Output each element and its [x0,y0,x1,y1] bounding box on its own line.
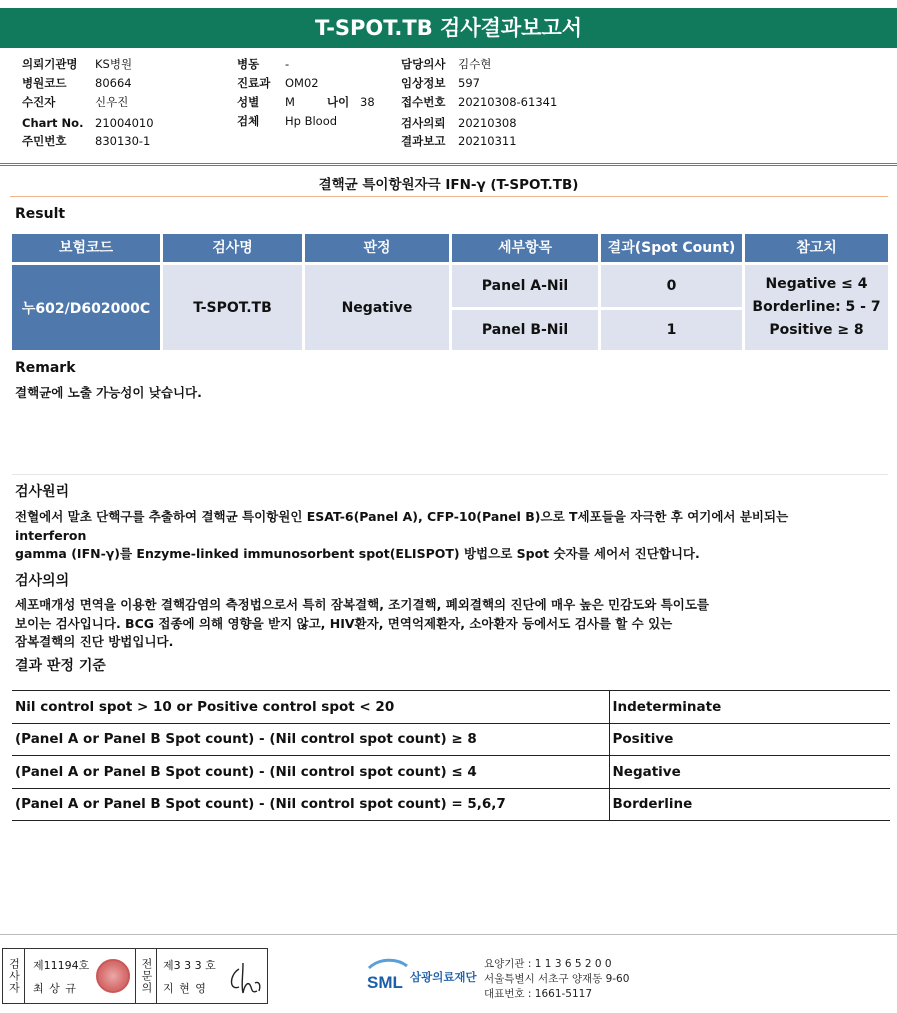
info-label: 성별 [237,95,260,109]
header-result: 결과(Spot Count) [601,234,742,262]
title-underline [10,196,888,197]
info-row [401,132,517,150]
result-value-cell: 1 [601,310,742,350]
logo-letters: SML [367,973,403,992]
info-label: 병동 [237,57,260,71]
criteria-condition: (Panel A or Panel B Spot count) - (Nil control spot count) ≤ 4 [12,756,609,789]
info-row [237,55,289,73]
age-label: 나이 [327,95,350,109]
table-row [12,788,890,821]
info-value: 80664 [95,76,132,90]
info-row [401,74,480,92]
info-row [401,114,517,132]
info-row [237,93,375,111]
address-line: 대표번호 : 1661-5117 [484,988,593,1000]
specialist-role [135,949,157,1003]
examiner-name: 최 상 규 [33,982,77,995]
criteria-heading: 결과 판정 기준 [15,658,106,674]
sub-item-cell: Panel B-Nil [452,310,598,350]
footer-divider [0,934,897,935]
header-reference: 참고치 [745,234,888,262]
principle-heading: 검사원리 [15,484,70,500]
info-label: 주민번호 [22,134,67,148]
header-divider [0,163,897,166]
specialist-name: 지 현 영 [163,982,207,995]
table-row [12,756,890,789]
info-label: 결과보고 [401,134,446,148]
info-label: Chart No. [22,116,84,130]
result-label: Result [15,206,66,222]
criteria-table [12,690,890,821]
info-label: 접수번호 [401,95,446,109]
significance-line: 세포매개성 면역을 이용한 결핵감염의 측정법으로서 특히 잠복결핵, 조기결핵, 폐외결핵의 진단에 매우 높은 민감도와 특이도를 [15,597,709,612]
specialist-role-text: 전문의 [140,958,153,994]
patient-info [0,55,897,165]
insurance-code-cell: 누602/D602000C [12,265,160,350]
examiner-role-text: 검사자 [7,958,21,994]
examiner-seal [96,959,130,993]
header-sub-item: 세부항목 [452,234,598,262]
principle-line: gamma (IFN-γ)를 Enzyme-linked immunosorbent spot(ELISPOT) 방법으로 Spot 숫자를 세어서 진단합니다. [15,546,700,561]
significance-heading: 검사의의 [15,573,70,589]
header-judgement: 판정 [305,234,449,262]
table-row [12,691,890,724]
info-label: 담당의사 [401,57,446,71]
info-value: 830130-1 [95,134,151,148]
info-row [22,74,132,92]
table-row [12,723,890,756]
info-label: 검사의뢰 [401,116,446,130]
sml-logo-icon [365,956,409,996]
result-value-cell: 0 [601,265,742,307]
org-address [484,957,629,1002]
header-test-name: 검사명 [163,234,302,262]
info-value: 597 [458,76,480,90]
info-label: 임상정보 [401,76,446,90]
info-row [22,55,132,73]
info-row [401,93,557,111]
info-value: M [285,95,295,109]
info-value: 20210311 [458,134,517,148]
report-title: T-SPOT.TB 검사결과보고서 [0,8,897,48]
info-label: 진료과 [237,76,271,90]
info-row [237,74,319,92]
age-value: 38 [360,95,375,109]
test-title: 결핵균 특이항원자극 IFN-γ (T-SPOT.TB) [318,177,579,193]
examiner-role [3,949,25,1003]
info-row [237,112,337,130]
criteria-condition: (Panel A or Panel B Spot count) - (Nil control spot count) ≥ 8 [12,723,609,756]
reference-negative: Negative ≤ 4 [765,276,868,292]
info-value: 20210308-61341 [458,95,558,109]
info-value: OM02 [285,76,319,90]
principle-line: interferon [15,527,87,543]
info-value: 신우진 [95,95,129,109]
info-label: 검체 [237,114,260,128]
info-row [401,55,491,73]
info-value: Hp Blood [285,114,338,128]
address-line: 서울특별시 서초구 양재동 9-60 [484,973,630,985]
info-value: 김수현 [458,57,492,71]
examiner-no: 제11194호 [33,959,90,972]
criteria-result: Negative [609,756,890,789]
specialist-signature [225,957,265,997]
info-value: 20210308 [458,116,517,130]
reference-borderline: Borderline: 5 - 7 [752,299,881,315]
result-table-header [12,234,888,262]
test-name-cell: T-SPOT.TB [163,265,302,350]
info-value: - [285,57,290,71]
remark-text: 결핵균에 노출 가능성이 낮습니다. [15,385,202,400]
info-label: 병원코드 [22,76,67,90]
org-name: 삼광의료재단 [410,970,477,984]
sub-item-cell: Panel A-Nil [452,265,598,307]
info-row [22,132,150,150]
remark-box [12,355,888,475]
info-value: 21004010 [95,116,154,130]
reference-positive: Positive ≥ 8 [769,322,864,338]
signature-box [2,948,268,1004]
info-value: KS병원 [95,57,133,71]
criteria-result: Indeterminate [609,691,890,724]
info-row [22,114,154,132]
criteria-result: Borderline [609,788,890,821]
judgement-cell: Negative [305,265,449,350]
principle-line: 전혈에서 말초 단핵구를 추출하여 결핵균 특이항원인 ESAT-6(Panel A), CFP-10(Panel B)으로 T세포들을 자극한 후 여기에서 분비되는 [15,509,789,524]
criteria-condition: (Panel A or Panel B Spot count) - (Nil control spot count) = 5,6,7 [12,788,609,821]
remark-heading: Remark [15,360,76,376]
significance-line: 잠복결핵의 진단 방법입니다. [15,634,174,649]
significance-line: 보이는 검사입니다. BCG 접종에 의해 영향을 받지 않고, HIV환자, 면역억제환자, 소아환자 등에서도 검사를 할 수 있는 [15,615,673,631]
info-label: 의뢰기관명 [22,57,78,71]
address-line: 요양기관 : 1 1 3 6 5 2 0 0 [484,958,612,970]
header-insurance-code: 보험코드 [12,234,160,262]
principle-text [15,508,788,564]
info-label: 수진자 [22,95,56,109]
criteria-condition: Nil control spot > 10 or Positive control spot < 20 [12,691,609,724]
criteria-result: Positive [609,723,890,756]
specialist-no: 제3 3 3 호 [163,959,216,972]
significance-text [15,596,709,652]
reference-cell [745,265,888,350]
info-row [22,93,128,111]
